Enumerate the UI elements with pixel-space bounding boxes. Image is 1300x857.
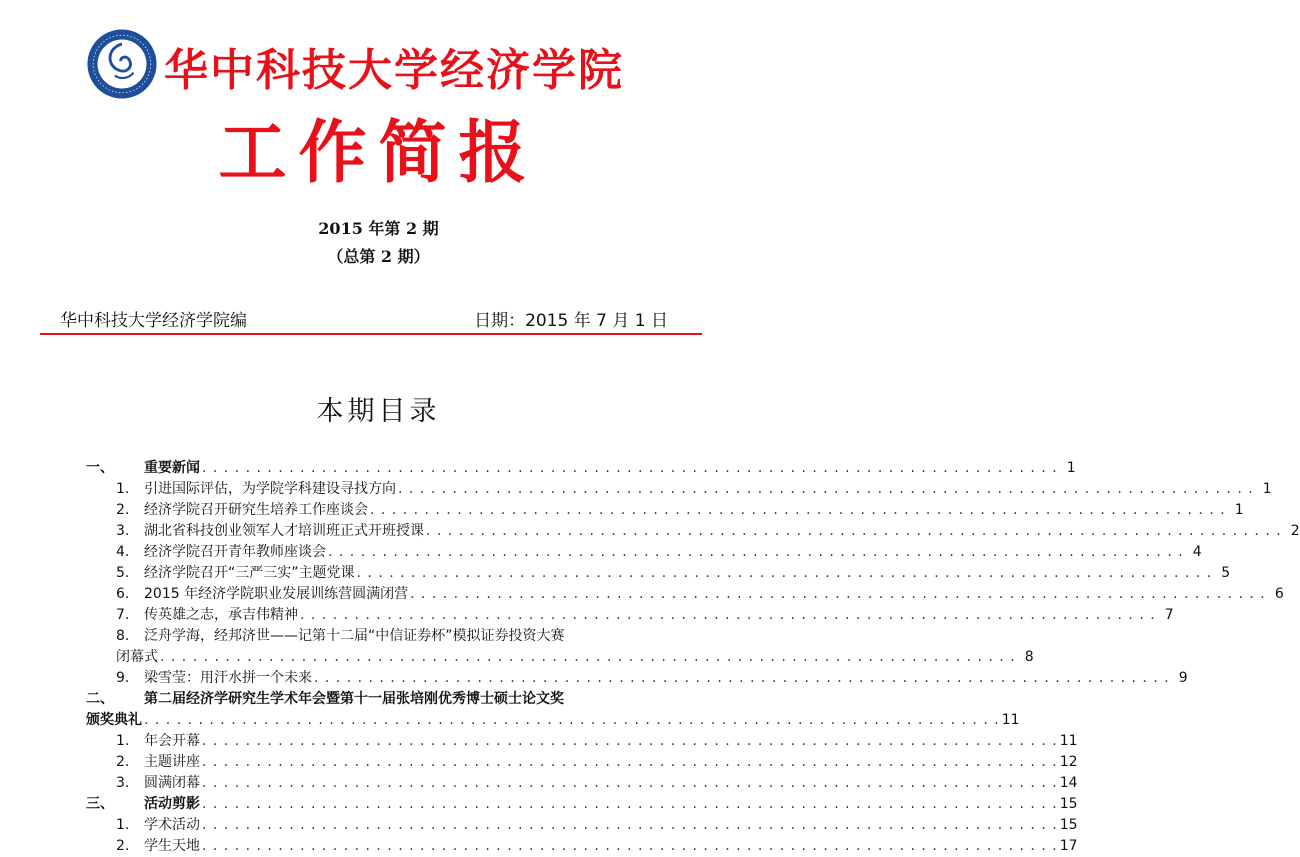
toc-dot-leader: . . . . . . . . . . . . . . . . . . . . . . . . . . . . . . . . . . . . . . . . . . . . . . . . . . . . . . . . . . . . . . . . . . . . . . . . . . . . . . .	[300, 607, 1156, 623]
toc-item-row[interactable]	[86, 605, 1174, 626]
toc-entry	[144, 689, 660, 710]
toc-dot-leader: . . . . . . . . . . . . . . . . . . . . . . . . . . . . . . . . . . . . . . . . . . . . . . . . . . . . . . . . . . . . . . . . . . . . . . . . . . . . . . .	[202, 838, 1058, 854]
issue-date: 日期：2015 年 7 月 1 日	[474, 311, 668, 331]
toc-dot-leader: . . . . . . . . . . . . . . . . . . . . . . . . . . . . . . . . . . . . . . . . . . . . . . . . . . . . . . . . . . . . . . . . . . . . . . . . . . . . . . .	[202, 775, 1058, 791]
editor-credit: 华中科技大学经济学院编	[60, 311, 247, 331]
toc-entry-number: 三、	[86, 796, 114, 812]
toc-entry	[144, 563, 1231, 584]
toc-page-number: 15	[1059, 817, 1078, 833]
toc-entry	[86, 710, 1020, 731]
toc-page-number: 1	[1262, 481, 1272, 497]
toc-page-number: 6	[1274, 586, 1284, 602]
toc-entry-number: 1.	[116, 733, 130, 749]
toc-section-row[interactable]	[86, 689, 660, 710]
toc-item-row[interactable]	[86, 731, 1078, 752]
toc-entry-number: 6.	[116, 586, 130, 602]
toc-item-row[interactable]	[86, 836, 1078, 857]
toc-page-number: 1	[1066, 460, 1076, 476]
toc-entry-title: 传英雄之志，承吉伟精神	[144, 607, 298, 623]
toc-entry-number: 二、	[86, 691, 114, 707]
school-logo	[86, 28, 158, 100]
toc-entry-title: 学生天地	[144, 838, 200, 854]
toc-entry	[144, 500, 1244, 521]
toc-item-row[interactable]	[86, 500, 1244, 521]
toc-entry	[144, 815, 1078, 836]
toc-page-number: 5	[1221, 565, 1231, 581]
red-divider	[40, 333, 702, 335]
toc-entry-number: 3.	[116, 523, 130, 539]
toc-item-row[interactable]	[86, 752, 1078, 773]
toc-entry-title: 主题讲座	[144, 754, 200, 770]
toc-dot-leader: . . . . . . . . . . . . . . . . . . . . . . . . . . . . . . . . . . . . . . . . . . . . . . . . . . . . . . . . . . . . . . . . . . . . . . . . . . . . . . .	[202, 460, 1058, 476]
toc-dot-leader: . . . . . . . . . . . . . . . . . . . . . . . . . . . . . . . . . . . . . . . . . . . . . . . . . . . . . . . . . . . . . . . . . . . . . . . . . . . . . . .	[202, 754, 1058, 770]
toc-dot-leader: . . . . . . . . . . . . . . . . . . . . . . . . . . . . . . . . . . . . . . . . . . . . . . . . . . . . . . . . . . . . . . . . . . . . . . . . . . . . . . .	[144, 712, 1000, 728]
toc-entry-title: 学术活动	[144, 817, 200, 833]
toc-page-number: 9	[1178, 670, 1188, 686]
toc-entry-number: 8.	[116, 628, 130, 644]
toc-dot-leader: . . . . . . . . . . . . . . . . . . . . . . . . . . . . . . . . . . . . . . . . . . . . . . . . . . . . . . . . . . . . . . . . . . . . . . . . . . . . . . .	[370, 502, 1226, 518]
toc-entry	[144, 521, 1300, 542]
toc-page-number: 4	[1192, 544, 1202, 560]
toc-entry	[144, 752, 1078, 773]
toc-entry-number: 3.	[116, 775, 130, 791]
toc-page-number: 11	[1001, 712, 1020, 728]
toc-dot-leader: . . . . . . . . . . . . . . . . . . . . . . . . . . . . . . . . . . . . . . . . . . . . . . . . . . . . . . . . . . . . . . . . . . . . . . . . . . . . . . .	[328, 544, 1184, 560]
toc-entry-number: 4.	[116, 544, 130, 560]
toc-page-number: 8	[1024, 649, 1034, 665]
toc-item-row[interactable]	[86, 815, 1078, 836]
toc-page-number: 14	[1059, 775, 1078, 791]
toc-entry-number: 9.	[116, 670, 130, 686]
university-name: 华中科技大学经济学院	[164, 45, 624, 96]
toc-item-row[interactable]	[86, 584, 1284, 605]
toc-section-row[interactable]	[86, 458, 1076, 479]
toc-entry	[144, 731, 1078, 752]
toc-item-row[interactable]	[86, 479, 1272, 500]
toc-entry-number: 2.	[116, 502, 130, 518]
toc-item-row[interactable]	[86, 626, 660, 647]
toc-page-number: 11	[1059, 733, 1078, 749]
toc-entry-number: 2.	[116, 838, 130, 854]
toc-entry-title: 经济学院召开研究生培养工作座谈会	[144, 502, 368, 518]
toc-entry	[144, 542, 1202, 563]
toc-dot-leader: . . . . . . . . . . . . . . . . . . . . . . . . . . . . . . . . . . . . . . . . . . . . . . . . . . . . . . . . . . . . . . . . . . . . . . . . . . . . . . .	[202, 817, 1058, 833]
toc-entry	[116, 647, 1034, 668]
toc-entry	[144, 584, 1284, 605]
toc-entry	[144, 836, 1078, 857]
toc-dot-leader: . . . . . . . . . . . . . . . . . . . . . . . . . . . . . . . . . . . . . . . . . . . . . . . . . . . . . . . . . . . . . . . . . . . . . . . . . . . . . . .	[398, 481, 1254, 497]
toc-entry	[144, 605, 1174, 626]
toc-entry-title: 2015 年经济学院职业发展训练营圆满闭营	[144, 586, 409, 602]
toc-entry-title: 活动剪影	[144, 796, 200, 812]
toc-section-row[interactable]	[86, 794, 1078, 815]
toc-entry-title: 经济学院召开青年教师座谈会	[144, 544, 326, 560]
bulletin-title: 工作简报	[218, 113, 539, 193]
toc-dot-leader: . . . . . . . . . . . . . . . . . . . . . . . . . . . . . . . . . . . . . . . . . . . . . . . . . . . . . . . . . . . . . . . . . . . . . . . . . . . . . . .	[160, 649, 1016, 665]
toc-page-number: 7	[1164, 607, 1174, 623]
toc-entry	[144, 479, 1272, 500]
toc-dot-leader: . . . . . . . . . . . . . . . . . . . . . . . . . . . . . . . . . . . . . . . . . . . . . . . . . . . . . . . . . . . . . . . . . . . . . . . . . . . . . . .	[202, 796, 1058, 812]
toc-item-row[interactable]	[86, 542, 1202, 563]
toc-entry-number: 一、	[86, 460, 114, 476]
toc-page-number: 15	[1059, 796, 1078, 812]
toc-entry-number: 7.	[116, 607, 130, 623]
toc-dot-leader: . . . . . . . . . . . . . . . . . . . . . . . . . . . . . . . . . . . . . . . . . . . . . . . . . . . . . . . . . . . . . . . . . . . . . . . . . . . . . . .	[314, 670, 1170, 686]
toc-entry	[144, 668, 1188, 689]
toc-item-row[interactable]	[86, 647, 1034, 668]
toc-dot-leader: . . . . . . . . . . . . . . . . . . . . . . . . . . . . . . . . . . . . . . . . . . . . . . . . . . . . . . . . . . . . . . . . . . . . . . . . . . . . . . .	[410, 586, 1266, 602]
toc-entry-title: 第二届经济学研究生学术年会暨第十一届张培刚优秀博士硕士论文奖	[144, 691, 564, 707]
toc-entry	[144, 794, 1078, 815]
toc-dot-leader: . . . . . . . . . . . . . . . . . . . . . . . . . . . . . . . . . . . . . . . . . . . . . . . . . . . . . . . . . . . . . . . . . . . . . . . . . . . . . . .	[202, 733, 1058, 749]
toc-page-number: 12	[1059, 754, 1078, 770]
toc-entry-number: 2.	[116, 754, 130, 770]
toc-page-number: 17	[1059, 838, 1078, 854]
toc-entry-title: 泛舟学海，经邦济世——记第十二届“中信证券杯”模拟证券投资大赛	[144, 628, 565, 644]
toc-heading: 本期目录	[316, 396, 441, 427]
toc-entry	[144, 626, 660, 647]
toc-entry-title: 闭幕式	[116, 649, 158, 665]
toc-dot-leader: . . . . . . . . . . . . . . . . . . . . . . . . . . . . . . . . . . . . . . . . . . . . . . . . . . . . . . . . . . . . . . . . . . . . . . . . . . . . . . .	[426, 523, 1282, 539]
toc-entry-number: 1.	[116, 481, 130, 497]
toc-page-number: 1	[1234, 502, 1244, 518]
toc-entry-title: 圆满闭幕	[144, 775, 200, 791]
issue-number: 2015 年第 2 期	[318, 219, 439, 238]
table-of-contents	[86, 458, 1300, 857]
toc-entry-title: 引进国际评估，为学院学科建设寻找方向	[144, 481, 396, 497]
masthead	[84, 24, 704, 104]
toc-entry-title: 颁奖典礼	[86, 712, 142, 728]
toc-section-row[interactable]	[86, 710, 1020, 731]
toc-entry-number: 5.	[116, 565, 130, 581]
toc-page-number: 2	[1290, 523, 1300, 539]
toc-entry-title: 梁雪莹：用汗水拼一个未来	[144, 670, 312, 686]
toc-entry-title: 经济学院召开“三严三实”主题党课	[144, 565, 355, 581]
toc-entry	[144, 773, 1078, 794]
issue-total: （总第 2 期）	[327, 247, 430, 266]
toc-entry	[144, 458, 1076, 479]
toc-entry-number: 1.	[116, 817, 130, 833]
toc-item-row[interactable]	[86, 563, 1231, 584]
toc-item-row[interactable]	[86, 521, 1300, 542]
toc-dot-leader: . . . . . . . . . . . . . . . . . . . . . . . . . . . . . . . . . . . . . . . . . . . . . . . . . . . . . . . . . . . . . . . . . . . . . . . . . . . . . . .	[356, 565, 1213, 581]
toc-item-row[interactable]	[86, 668, 1188, 689]
toc-entry-title: 年会开幕	[144, 733, 200, 749]
toc-entry-title: 重要新闻	[144, 460, 200, 476]
toc-entry-title: 湖北省科技创业领军人才培训班正式开班授课	[144, 523, 424, 539]
toc-item-row[interactable]	[86, 773, 1078, 794]
